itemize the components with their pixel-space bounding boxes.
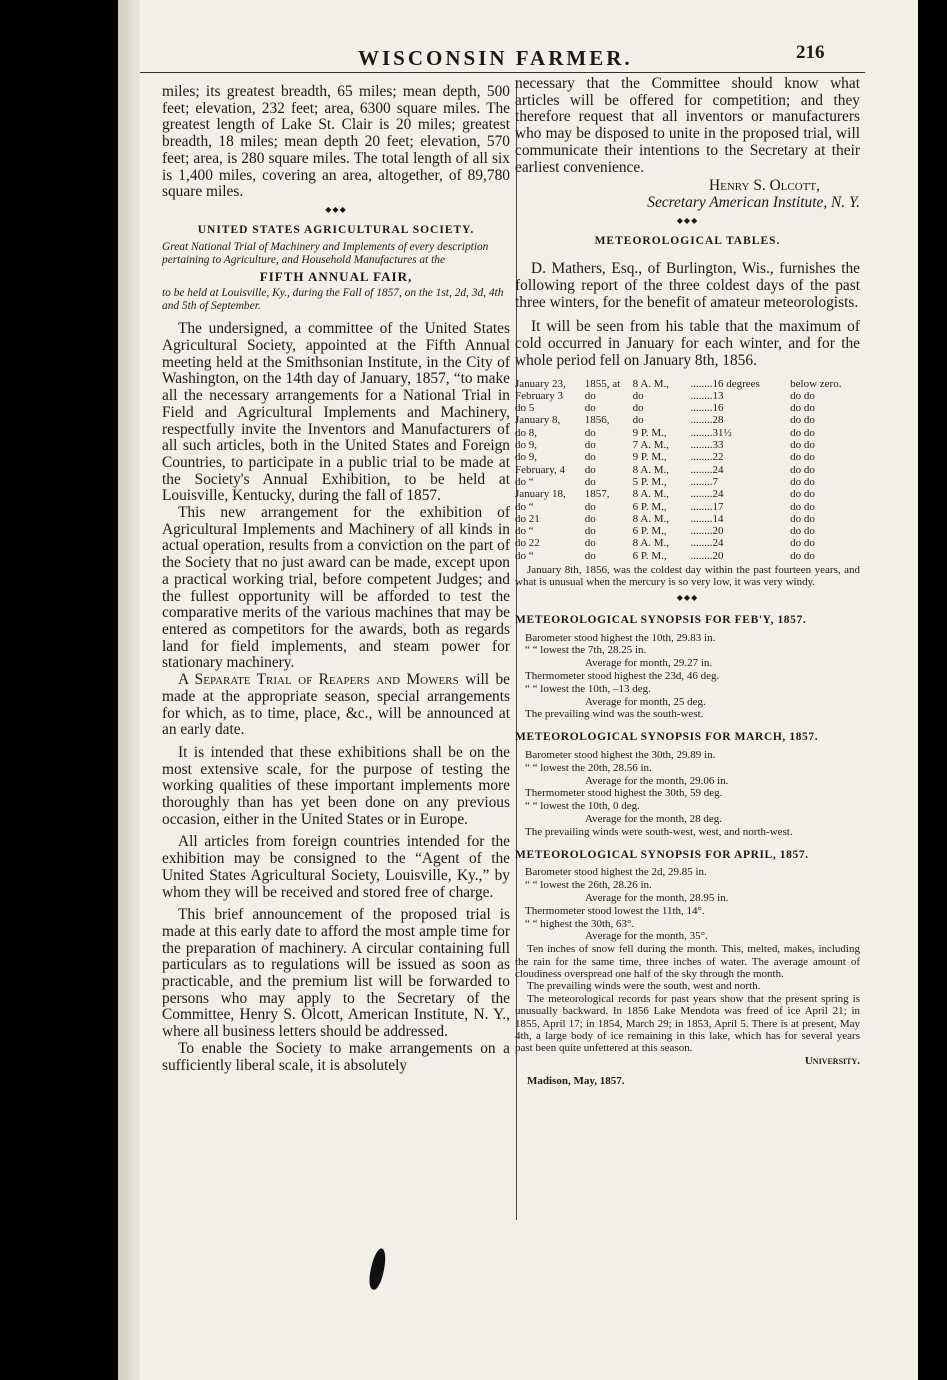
synopsis-line: Barometer stood highest the 30th, 29.89 in. [525,748,716,761]
table-cell: ........33 [690,439,724,452]
table-cell: 8 A. M., [632,463,670,476]
synopsis-line: Average for the month, 29.06 in. [585,774,729,787]
winds-paragraph: The prevailing winds were the south, west and north. [527,980,761,993]
table-cell: do do [790,451,815,464]
dateline: Madison, May, 1857. [527,1075,625,1088]
table-cell: do [584,500,596,513]
table-cell: 1855, at [584,377,621,390]
table-row [515,451,860,463]
synopsis-line: Barometer stood highest the 10th, 29.83 in. [525,631,716,644]
table-cell: do “ [515,525,534,538]
ink-blot [367,1247,388,1291]
table-row [515,525,860,537]
signature-title: Secretary American Institute, N. Y. [647,193,860,211]
page-number: 216 [796,42,825,63]
table-cell: 9 P. M., [632,451,667,464]
snowfall-paragraph: Ten inches of snow fell during the month. This, melted, makes, including the rain for the same time, three inches of water. The average amount of cloudiness overspread one half of the sky through the month. [515,943,860,980]
synopsis-line: “ “ lowest the 7th, 28.25 in. [525,644,647,657]
table-cell: 8 A. M., [632,512,670,525]
table-cell: January 18, [515,488,566,501]
synopsis-march-lines [515,749,860,839]
table-cell: do [584,512,596,525]
table-row [515,464,860,476]
synopsis-line: The prevailing wind was the south-west. [525,708,704,721]
table-cell: do 22 [515,537,540,550]
meteorological-tables-heading: METEOROLOGICAL TABLES. [594,234,781,247]
table-cell: ........24 [690,463,724,476]
table-cell: January 23, [515,377,566,390]
table-cell: do do [790,512,815,525]
table-cell: do do [790,426,815,439]
table-cell: do 8, [515,426,537,439]
table-row [515,390,860,402]
synopsis-line: Thermometer stood lowest the 11th, 14°. [525,904,705,917]
right-column [515,76,860,1088]
table-cell: 5 P. M., [632,475,667,488]
table-row [515,501,860,513]
table-cell: do [584,463,596,476]
synopsis-line: Barometer stood highest the 2d, 29.85 in. [525,866,707,879]
synopsis-april-heading: METEOROLOGICAL SYNOPSIS FOR APRIL, 1857. [515,848,809,861]
synopsis-april [515,849,860,1088]
left-column [162,84,510,1074]
table-cell: 8 A. M., [632,537,670,550]
synopsis-march [515,731,860,838]
table-cell: do do [790,488,815,501]
table-cell: do [584,402,596,415]
table-row [515,488,860,500]
table-cell: do do [790,463,815,476]
continuation-paragraph: necessary that the Committee should know what articles will be offered for competition; and they therefore request that all inventors or manufacturers who may be disposed to unite in the proposed trial, will communicate their intentions to the Secretary at their earliest convenience. [515,75,860,176]
table-cell: do do [790,475,815,488]
society-heading: UNITED STATES AGRICULTURAL SOCIETY. [197,223,475,236]
table-cell: 1856, [584,414,610,427]
table-cell: do [584,475,596,488]
table-cell: ........22 [690,451,724,464]
mathers-paragraph: D. Mathers, Esq., of Burlington, Wis., furnishes the following report of the three coldest days of the past three winters, for the benefit of amateur meteorologists. [515,260,860,311]
table-cell: ........20 [690,549,724,562]
table-cell: do [584,439,596,452]
table-cell: do [584,389,596,402]
synopsis-line: Average for the month, 28.95 in. [585,891,729,904]
table-cell: do 21 [515,512,540,525]
ornament-divider: ◆◆◆ [325,204,347,214]
table-cell: ........14 [690,512,724,525]
synopsis-line: Average for month, 25 deg. [585,695,706,708]
table-cell: do do [790,439,815,452]
table-cell: ........24 [690,488,724,501]
synopsis-line: Average for the month, 28 deg. [585,812,722,825]
table-cell: do “ [515,549,534,562]
reapers-text: will be made at the appropriate season, special arrangements for which, as to time, place, &c., will be announced at an early date. [162,671,510,739]
table-cell: do [632,402,644,415]
ornament-divider: ◆◆◆ [676,592,699,602]
table-cell: 8 A. M., [632,488,670,501]
ornament-divider: ◆◆◆ [676,215,699,225]
table-row [515,402,860,414]
table-cell: February, 4 [515,463,565,476]
table-cell: do do [790,525,815,538]
table-cell: 9 P. M., [632,426,667,439]
ice-records-paragraph: The meteorological records for past years show that the present spring is unusually backward. In 1856 Lake Mendota was freed of ice April 21; in 1855, April 17; in 1854, March 29; in 1853, April 5. There is at present, May 4th, a large body of ice remaining in this lake, which has for several years past been quite unfettered at this season. [515,992,860,1055]
synopsis-line: Average for month, 29.27 in. [585,657,713,670]
page-gutter [118,0,140,1380]
table-cell: do “ [515,500,534,513]
table-cell: do 9, [515,439,537,452]
paragraph-reapers [162,672,510,739]
synopsis-line: “ “ lowest the 10th, 0 deg. [525,800,640,813]
table-cell: 7 A. M., [632,439,670,452]
synopsis-line: “ “ lowest the 10th, –13 deg. [525,682,651,695]
university-signature: University. [804,1054,860,1067]
table-note: January 8th, 1856, was the coldest day within the past fourteen years, and what is unusual when the mercury is so very low, it was very windy. [515,564,860,589]
signature-name: Henry S. Olcott, [709,177,820,195]
table-cell: 6 P. M., [632,549,667,562]
table-cell: do [584,537,596,550]
fair-subheading: to be held at Louisville, Ky., during the Fall of 1857, on the 1st, 2d, 3d, 4th and 5th of September. [162,287,504,313]
table-cell: January 8, [515,414,561,427]
synopsis-line: The prevailing winds were south-west, west, and north-west. [525,825,793,838]
table-cell: ........28 [690,414,724,427]
table-cell: ........16 [690,402,724,415]
synopsis-february-heading: METEOROLOGICAL SYNOPSIS FOR FEB'Y, 1857. [515,613,807,626]
table-row [515,513,860,525]
table-cell: do do [790,500,815,513]
table-cell: 6 P. M., [632,525,667,538]
table-cell: ........31½ [690,426,732,439]
paragraph-enable: To enable the Society to make arrangements on a sufficiently liberal scale, it is absolutely [162,1039,510,1074]
paragraph-committee: The undersigned, a committee of the United States Agricultural Society, appointed at the Fifth Annual meeting held at the Smithsonian Institute, in the City of Washington, on the 14th day of January, 1857, “to make all the necessary arrangements for a National Trial in Field and Agricultural Implements and Machinery, respectfully invite the Inventors and Manufacturers of all such articles, both in the United States and Foreign Countries, to participate in a public trial to be made at the Society's Annual Exhibition, to be held at Louisville, Kentucky, during the fall of 1857. [162,320,510,505]
header-rule [140,72,865,73]
maximum-cold-paragraph: It will be seen from his table that the maximum of cold occurred in January for each winter, and for the whole period fell on January 8th, 1856. [515,318,860,369]
synopsis-line: Thermometer stood highest the 23d, 46 deg. [525,670,720,682]
table-row [515,550,860,562]
lake-paragraph: miles; its greatest breadth, 65 miles; mean depth, 500 feet; elevation, 232 feet; area, 6300 square miles. The greatest length of Lake St. Clair is 20 miles; greatest breadth, 18 miles; mean depth 20 feet; elevation, 570 feet; area, is 280 square miles. The total length of all six is 1,400 miles, covering an area, altogether, of 89,780 square miles. [162,83,510,201]
table-cell: do do [790,402,815,415]
table-cell: do do [790,389,815,402]
synopsis-april-lines [515,866,860,943]
table-row [515,476,860,488]
table-cell: do do [790,537,815,550]
fair-heading: FIFTH ANNUAL FAIR, [259,268,413,284]
cold-days-table [515,378,860,562]
page [118,0,918,1380]
table-cell: do [584,451,596,464]
table-cell: ........17 [690,500,724,513]
table-cell: 6 P. M., [632,500,667,513]
table-row [515,427,860,439]
table-cell: ........24 [690,537,724,550]
table-cell: do “ [515,475,534,488]
table-cell: ........7 [690,475,718,488]
table-row [515,414,860,426]
table-cell: do [584,426,596,439]
table-cell: ........20 [690,525,724,538]
synopsis-line: “ “ lowest the 26th, 28.26 in. [525,879,652,892]
table-row [515,537,860,549]
synopsis-february-lines [515,632,860,722]
reapers-lead: A Separate Trial of Reapers and Mowers [178,671,459,689]
table-cell: below zero. [790,377,842,390]
table-cell: do 5 [515,402,535,415]
table-cell: ........13 [690,389,724,402]
table-cell: ........16 degrees [690,377,760,390]
paragraph-arrangement: This new arrangement for the exhibition of Agricultural Implements and Machinery of all kinds in actual operation, results from a conviction on the part of the Society that no just award can be made, except upon a practical working trial, before competent Judges; and the fullest opportunity will be afforded to test the comparative merits of the various machines that may be entered as competitors for the awards, both as regards land for field implements, and steam power for stationary machinery. [162,504,510,672]
table-cell: 1857, [584,488,610,501]
table-cell: do do [790,414,815,427]
synopsis-march-heading: METEOROLOGICAL SYNOPSIS FOR MARCH, 1857. [515,731,819,744]
synopsis-february [515,614,860,721]
table-row [515,439,860,451]
table-cell: 8 A. M., [632,377,670,390]
table-cell: do 9, [515,451,537,464]
synopsis-line: “ “ lowest the 20th, 28.56 in. [525,761,652,774]
table-cell: do [584,549,596,562]
running-head: WISCONSIN FARMER. [358,46,633,70]
synopsis-line: Average for the month, 35°. [585,930,708,943]
trial-subheading: Great National Trial of Machinery and Implements of every description pertaining to Agriculture, and Household Manufactures at the [162,240,489,266]
table-cell: do [632,389,644,402]
table-cell: do do [790,549,815,562]
table-cell: February 3 [515,389,563,402]
table-cell: do [632,414,644,427]
paragraph-scale: It is intended that these exhibitions shall be on the most extensive scale, for the purpose of testing the working qualities of these important implements more thoroughly than has yet been done on any previous occasion, either in the United States or in Europe. [162,743,510,828]
synopsis-line: “ “ highest the 30th, 63°. [525,917,635,930]
paragraph-announcement: This brief announcement of the proposed trial is made at this early date to afford the most ample time for the preparation of machinery. A circular containing full particulars as to regulations will be issued as soon as practicable, and the premium list will be forwarded to persons who may apply to the Secretary of the Committee, Henry S. Olcott, American Institute, N. Y., where all business letters should be addressed. [162,906,510,1041]
table-row [515,378,860,390]
paragraph-foreign: All articles from foreign countries intended for the exhibition may be consigned to the “Agent of the United States Agricultural Society, Louisville, Ky.,” by whom they will be received and stored free of charge. [162,833,510,901]
table-cell: do [584,525,596,538]
synopsis-line: Thermometer stood highest the 30th, 59 deg. [525,787,723,800]
